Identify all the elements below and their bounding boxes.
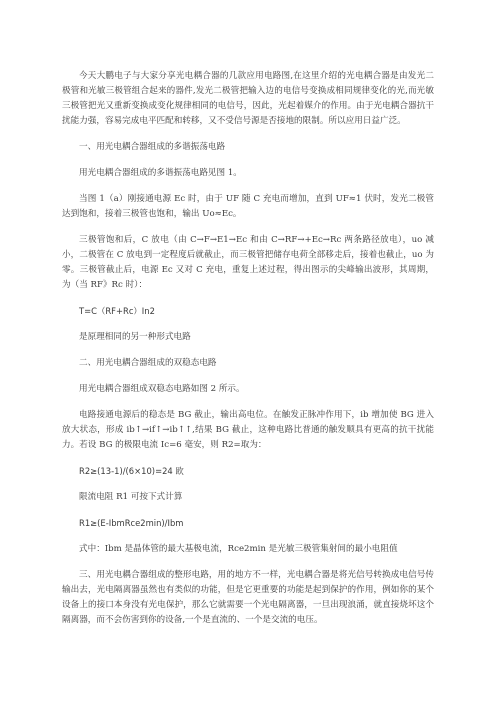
section-heading-2: 二、用光电耦合器组成的双稳态电路 [79,358,217,368]
section-heading-3: 三、用光电耦合器组成的整形电路，用的地方不一样，光电耦合器是将光信号转换成电信号传输出去，光电隔离器虽然也有类似的功能，但是它更重要的功能是起到保护的作用，例如你的某个设备上的接口本身没有光电保护，那么它就需要一个光电隔离器，一旦出现浪涌，就直接烧坏这个隔离器，而不会伤害到你的设备,一个是直流的、一个是交流的电压。 [62,570,434,625]
paragraph: 式中：Ibm 是晶体管的最大基极电流，Rce2min 是光敏三极管集射间的最小电阻值 [79,544,398,554]
paragraph: 限流电阻 R1 可按下式计算 [79,492,183,502]
document-body [62,69,434,639]
formula: R2≥(13-1)/(6×10)=24 欧 [79,466,184,476]
formula: R1≥(E-IbmRce2min)/Ibm [79,518,184,528]
paragraph: 当图 1（a）刚接通电源 Ec 时，由于 UF 随 C 充电而增加，直到 UF≈1 伏时，发光二极管达到饱和，接着三极管也饱和，输出 Uo≈Ec。 [62,194,434,219]
formula: T=C（RF+Rc）In2 [79,306,155,316]
paragraph: 是原理相同的另一种形式电路 [79,332,191,342]
paragraph: 用光电耦合器组成的多谐振荡电路见图 1。 [79,168,242,178]
intro-paragraph: 今天大鹏电子与大家分享光电耦合器的几款应用电路图,在这里介绍的光电耦合器是由发光二极管和光敏三极管组合起来的器件,发光二极管把输入边的电信号变换成相同规律变化的光,而光敏三极管把光又重新变换成变化规律相同的电信号，因此，光起着媒介的作用。由于光电耦合器抗干扰能力强，容易完成电平匹配和转移，又不受信号源是否接地的限制。所以应用日益广泛。 [62,71,434,126]
paragraph: 用光电耦合器组成双稳态电路如图 2 所示。 [79,384,245,394]
paragraph: 三极管饱和后，C 放电（由 C→F→E1→Ec 和由 C→RF→+Ec→Rc 两条路径放电），uo 减小，二极管在 C 放电到一定程度后就截止，而三极管把储存电荷全部移走后，接着也截止，uo 为零。三极管截止后，电源 Ec 又对 C 充电，重复上述过程，得出图示的尖峰输出波形，其周期，为（当 RF》Rc 时）： [62,235,434,290]
section-heading-1: 一、用光电耦合器组成的多谐振荡电路 [79,142,226,152]
paragraph: 电路接通电源后的稳态是 BG 截止，输出高电位。在触发正脉冲作用下，ib 增加使 BG 进入放大状态，形成 ib↑→if↑→ib↑↑,结果 BG 截止，这种电路比普通的触发顺具有更高的抗干扰能力。若设 BG 的极限电流 Ic=6 毫安，则 R2=取为： [62,410,434,450]
